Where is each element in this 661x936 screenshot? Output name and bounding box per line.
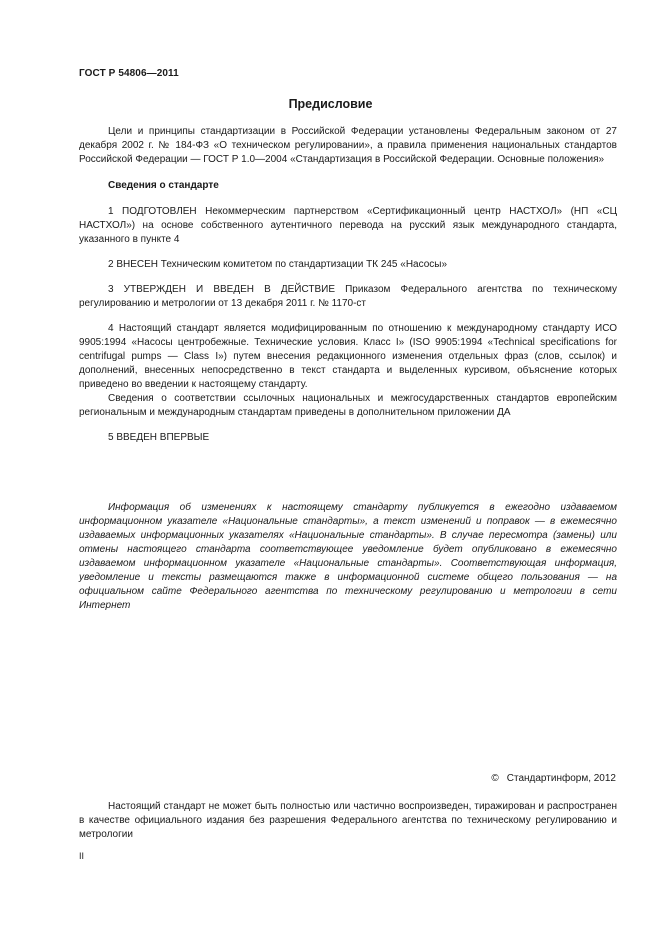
document-code: ГОСТ Р 54806—2011 xyxy=(79,68,179,79)
item-first-introduced: 5 ВВЕДЕН ВПЕРВЫЕ xyxy=(108,432,210,443)
copyright-icon: © xyxy=(491,773,499,784)
item-prepared: 1 ПОДГОТОВЛЕН Некоммерческим партнерством «Сертификационный центр НАСТХОЛ» (НП «СЦ НАСТХОЛ») на основе собственного аутентичного перевода на русский язык международного стандарта, указанного в пункте 4 xyxy=(79,206,617,245)
changes-info-block xyxy=(79,501,617,613)
page-number: II xyxy=(79,851,85,861)
legal-paragraph: Настоящий стандарт не может быть полностью или частично воспроизведен, тиражирован и распространен в качестве официального издания без разрешения Федерального агентства по техническому регулированию и метрологии xyxy=(79,801,617,840)
foreword-body xyxy=(79,125,617,445)
changes-info-paragraph: Информация об изменениях к настоящему стандарту публикуется в ежегодно издаваемом информационном указателе «Национальные стандарты», а текст изменений и поправок — в ежемесячно издаваемых информационных указателях «Национальные стандарты». В случае пересмотра (замены) или отмены настоящего стандарта соответствующее уведомление будет опубликовано в ежемесячно издаваемом информационном указателе «Национальные стандарты». Соответствующая информация, уведомление и тексты размещаются также в информационной системе общего пользования — на официальном сайте Федерального агентства по техническому регулированию и метрологии в сети Интернет xyxy=(79,502,617,611)
item-approved: 3 УТВЕРЖДЕН И ВВЕДЕН В ДЕЙСТВИЕ Приказом Федерального агентства по техническому регулированию и метрологии от 13 декабря 2011 г. № 1170-ст xyxy=(79,284,617,309)
intro-paragraph: Цели и принципы стандартизации в Российской Федерации установлены Федеральным законом от 27 декабря 2002 г. № 184-ФЗ «О техническом регулировании», а правила применения национальных стандартов Российской Федерации — ГОСТ Р 1.0—2004 «Стандартизация в Российской Федерации. Основные положения» xyxy=(79,126,617,165)
page-title: Предисловие xyxy=(288,97,373,111)
copyright-line xyxy=(491,773,616,784)
copyright-text: Стандартинформ, 2012 xyxy=(506,773,616,784)
item-modified: 4 Настоящий стандарт является модифицированным по отношению к международному стандарту ИСО 9905:1994 «Насосы центробежные. Технические условия. Класс I» (ISO 9905:1994 «Technical specifications for centrifugal pumps — Class I») путем внесения редакционного изменения отдельных фраз (слов, ссылок) и дополнений, внесенных непосредственно в текст стандарта и выделенных курсивом, объяснение которых приведено во введении к настоящему стандарту. xyxy=(79,323,617,390)
item-references-note: Сведения о соответствии ссылочных национальных и межгосударственных стандартов европейским региональным и международным стандартам приведены в дополнительном приложении ДА xyxy=(79,393,617,418)
item-submitted: 2 ВНЕСЕН Техническим комитетом по стандартизации ТК 245 «Насосы» xyxy=(108,259,448,270)
standard-info-heading: Сведения о стандарте xyxy=(108,180,219,191)
legal-notice xyxy=(79,800,617,842)
